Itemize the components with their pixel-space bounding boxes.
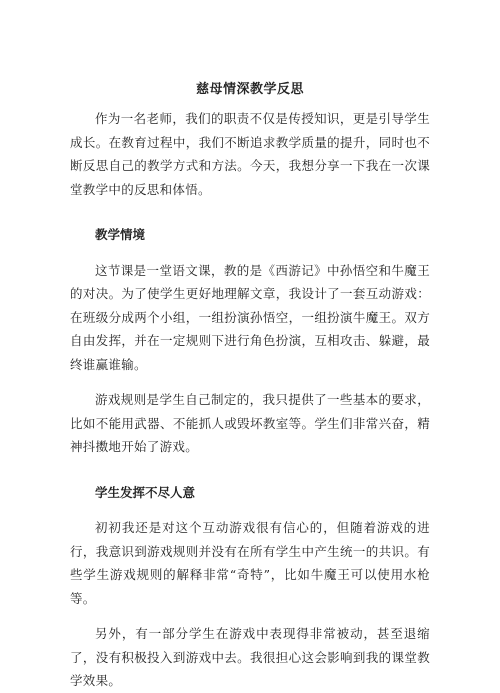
body-paragraph: 游戏规则是学生自己制定的，我只提供了一些基本的要求，比如不能用武器、不能抓人或毁坏教室等。学生们非常兴奋，精神抖擞地开始了游戏。 xyxy=(70,392,430,454)
section-teaching-context xyxy=(70,211,430,459)
body-paragraph: 另外，有一部分学生在游戏中表现得非常被动，甚至退缩了，没有积极投入到游戏中去。我很担心这会影响到我的课堂教学效果。 xyxy=(70,626,430,688)
body-paragraph: 初初我还是对这个互动游戏很有信心的，但随着游戏的进行，我意识到游戏规则并没有在所有学生中产生统一的共识。有些学生游戏规则的解释非常“奇特”，比如牛魔王可以使用水枪等。 xyxy=(70,520,430,606)
document-page xyxy=(70,78,430,693)
document-title: 慈母情深教学反思 xyxy=(195,82,304,97)
section-heading: 教学情境 xyxy=(95,227,146,242)
intro-paragraph: 作为一名老师，我们的职责不仅是传授知识，更是引导学生成长。在教育过程中，我们不断追求教学质量的提升，同时也不断反思自己的教学方式和方法。今天，我想分享一下我在一次课堂教学中的反思和体悟。 xyxy=(70,111,430,197)
section-student-performance xyxy=(70,469,430,693)
section-heading: 学生发挥不尽人意 xyxy=(95,484,196,500)
body-paragraph: 这节课是一堂语文课，教的是《西游记》中孙悟空和牛魔王的对决。为了使学生更好地理解文章，我设计了一套互动游戏：在班级分成两个小组，一组扮演孙悟空，一组扮演牛魔王。双方自由发挥，并在一定规则下进行角色扮演，互相攻击、躲避，最终谁赢谁输。 xyxy=(70,262,430,372)
